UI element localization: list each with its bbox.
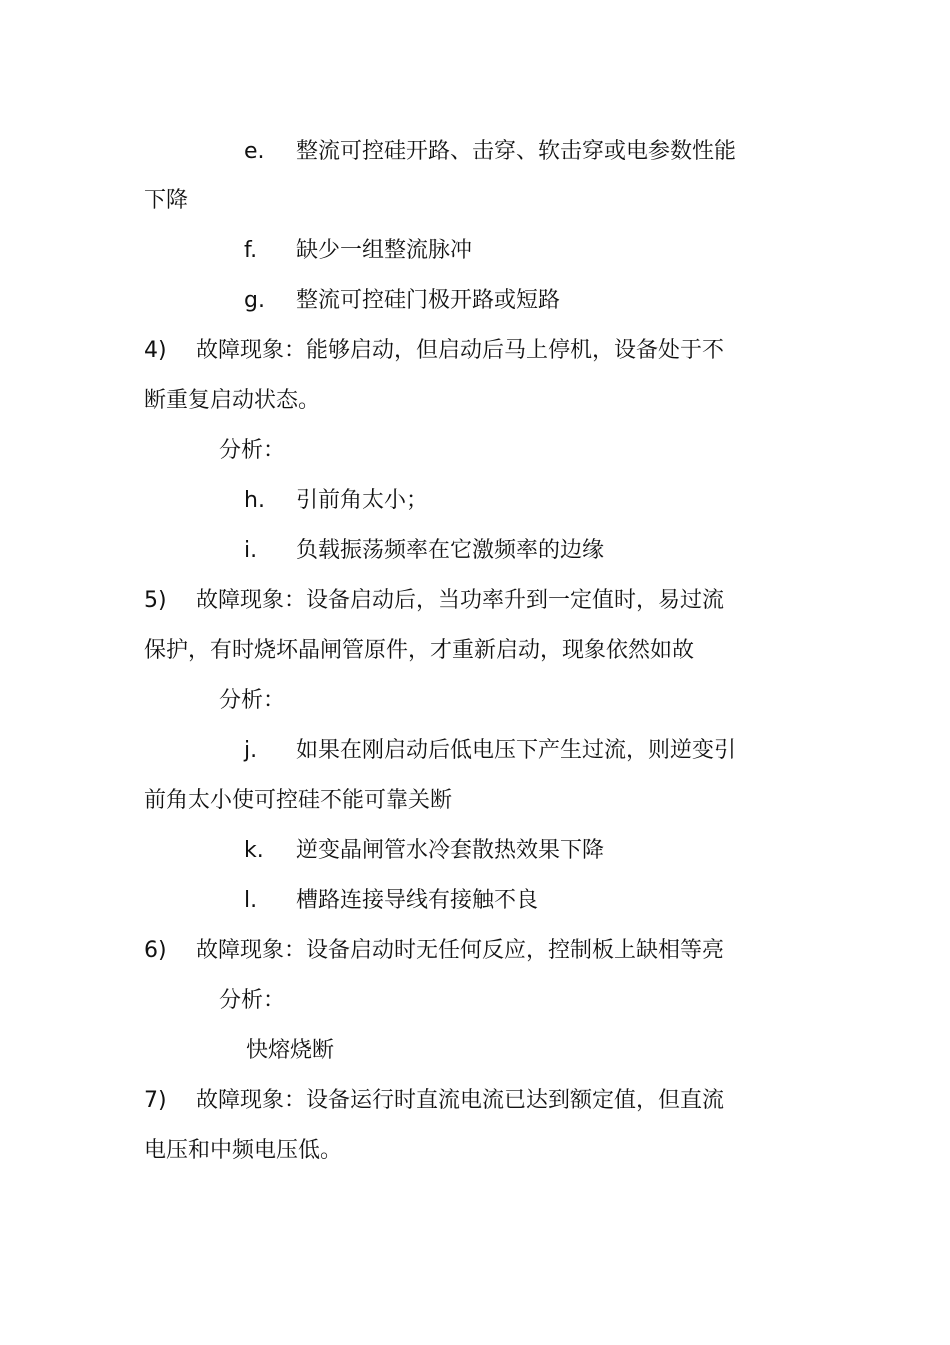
item-text: 整流可控硅开路、击穿、软击穿或电参数性能 [296,139,737,164]
list-item-j [244,736,736,766]
item-continuation: 下降 [144,188,189,213]
item-continuation: 前角太小使可控硅不能可靠关断 [144,788,453,813]
item-marker: i. [244,538,258,563]
analysis-text: 快熔烧断 [246,1038,335,1063]
list-item-i [244,536,604,566]
item-text: 逆变晶闸管水冷套散热效果下降 [296,838,605,863]
item-text: 故障现象：设备启动时无任何反应，控制板上缺相等亮 [196,938,725,963]
item-marker: f. [244,238,258,263]
item-marker: h. [244,488,265,513]
item-continuation: 断重复启动状态。 [144,388,321,413]
item-text: 故障现象：设备启动后，当功率升到一定值时，易过流 [196,588,725,613]
list-item-g [244,286,560,316]
fault-item-6 [144,936,724,966]
item-text: 缺少一组整流脉冲 [296,238,473,263]
list-item-f [244,236,472,266]
analysis-label: 分析： [219,438,286,463]
item-marker: k. [244,838,264,863]
fault-item-5 [144,586,724,616]
item-marker: l. [244,888,258,913]
item-text: 整流可控硅门极开路或短路 [296,288,561,313]
analysis-label: 分析： [219,688,286,713]
analysis-label: 分析： [219,988,286,1013]
item-text: 如果在刚启动后低电压下产生过流，则逆变引 [296,738,737,763]
list-item-k [244,836,604,866]
item-marker: j. [244,738,258,763]
fault-item-4 [144,336,724,366]
item-text: 故障现象：能够启动，但启动后马上停机，设备处于不 [196,338,725,363]
item-text: 引前角太小； [296,488,429,513]
item-marker: e. [244,139,265,164]
item-marker: 5) [144,588,167,613]
item-marker: g. [244,288,265,313]
fault-item-7 [144,1086,724,1116]
item-continuation: 电压和中频电压低。 [144,1138,343,1163]
item-text: 负载振荡频率在它激频率的边缘 [296,538,605,563]
item-marker: 7) [144,1088,167,1113]
item-text: 故障现象：设备运行时直流电流已达到额定值，但直流 [196,1088,725,1113]
item-marker: 4) [144,338,167,363]
item-continuation: 保护，有时烧坏晶闸管原件，才重新启动，现象依然如故 [144,638,695,663]
list-item-e [244,137,736,167]
list-item-l [244,886,538,916]
item-text: 槽路连接导线有接触不良 [296,888,539,913]
list-item-h [244,486,428,516]
item-marker: 6) [144,938,167,963]
